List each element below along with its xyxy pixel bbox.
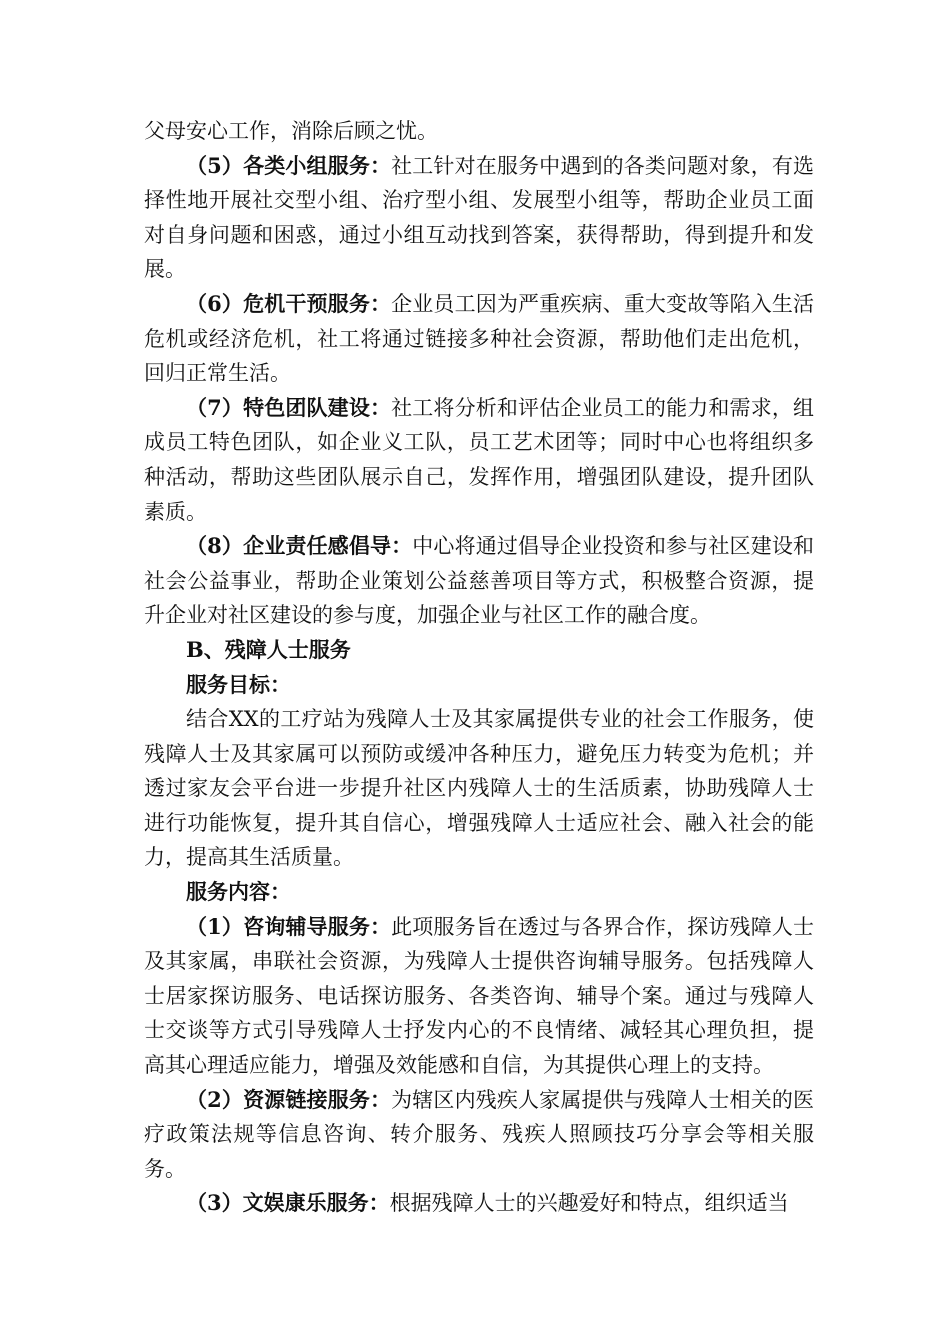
content-heading: 服务内容：	[186, 879, 291, 905]
paragraph-text: 结合XX的工疗站为残障人士及其家属提供专业的社会工作服务，使残障人士及其家属可以预防或缓冲各种压力，避免压力转变为危机；并透过家友会平台进一步提升社区内残障人士的生活质素，协助残障人士进行功能恢复，提升其自信心，增强残障人士适应社会、融入社会的能力，提高其生活质量。	[144, 707, 814, 870]
goal-heading: 服务目标：	[186, 671, 291, 697]
item-label: （1）咨询辅导服务：	[186, 913, 392, 939]
paragraph-continued	[144, 114, 814, 149]
item-label: （3）文娱康乐服务：	[186, 1190, 390, 1216]
paragraph-responsibility	[144, 529, 814, 633]
paragraph-crisis-intervention	[144, 287, 814, 391]
paragraph-team-building	[144, 391, 814, 529]
item-label: （2）资源链接服务：	[186, 1086, 392, 1112]
item-text: 中心将通过倡导企业投资和参与社区建设和社会公益事业，帮助企业策划公益慈善项目等方式，积极整合资源，提升企业对社区建设的参与度，加强企业与社区工作的融合度。	[144, 534, 814, 628]
item-text: 此项服务旨在透过与各界合作，探访残障人士及其家属，串联社会资源，为残障人士提供咨询辅导服务。包括残障人士居家探访服务、电话探访服务、各类咨询、辅导个案。通过与残障人士交谈等方式引导残障人士抒发内心的不良情绪、减轻其心理负担，提高其心理适应能力，增强及效能感和自信，为其提供心理上的支持。	[144, 914, 814, 1078]
document-page	[144, 114, 814, 1221]
item-text: 为辖区内残疾人家属提供与残障人士相关的医疗政策法规等信息咨询、转介服务、残疾人照顾技巧分享会等相关服务。	[144, 1087, 814, 1181]
paragraph-resource-link	[144, 1083, 814, 1187]
item-label: （7）特色团队建设：	[186, 394, 392, 420]
paragraph-recreation	[144, 1186, 814, 1221]
paragraph-counseling	[144, 910, 814, 1083]
paragraph-text: 父母安心工作，消除后顾之忧。	[144, 119, 438, 143]
item-text: 根据残障人士的兴趣爱好和特点，组织适当	[389, 1191, 789, 1216]
item-label: （8）企业责任感倡导：	[186, 533, 413, 559]
paragraph-goal	[144, 702, 814, 875]
item-text: 企业员工因为严重疾病、重大变故等陷入生活危机或经济危机，社工将通过链接多种社会资源，帮助他们走出危机，回归正常生活。	[144, 291, 814, 386]
paragraph-group-service	[144, 149, 814, 287]
section-heading-b: B、残障人士服务	[186, 636, 351, 662]
item-label: （6）危机干预服务：	[186, 290, 392, 316]
item-label: （5）各类小组服务：	[186, 152, 392, 178]
item-text: 社工将分析和评估企业员工的能力和需求，组成员工特色团队，如企业义工队，员工艺术团等；同时中心也将组织多种活动，帮助这些团队展示自己，发挥作用，增强团队建设，提升团队素质。	[144, 395, 814, 524]
item-text: 社工针对在服务中遇到的各类问题对象，有选择性地开展社交型小组、治疗型小组、发展型小组等，帮助企业员工面对自身问题和困惑，通过小组互动找到答案，获得帮助，得到提升和发展。	[144, 153, 814, 282]
